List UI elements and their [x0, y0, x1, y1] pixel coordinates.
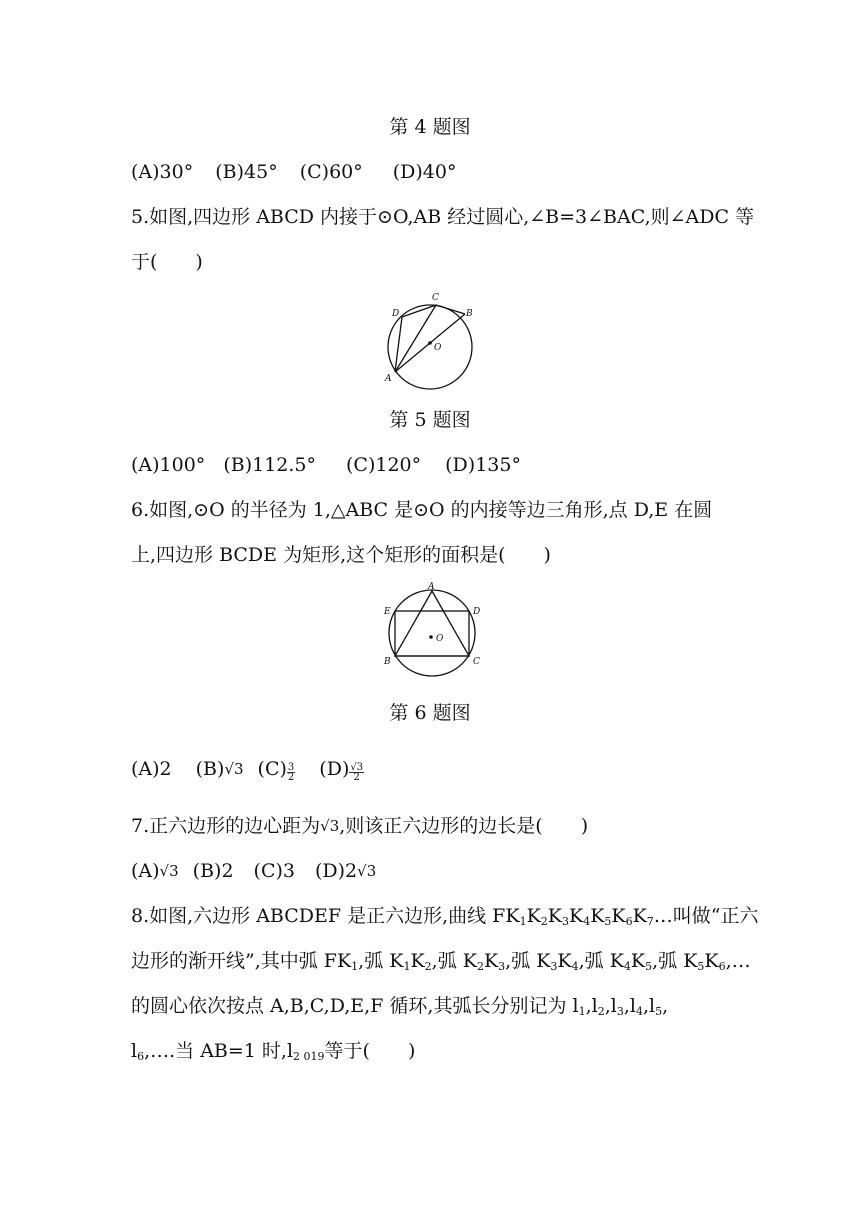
q7-stem: 7.正六边形的边心距为√3,则该正六边形的边长是( ) — [131, 815, 589, 837]
q6-label-d: D — [473, 607, 481, 617]
q5-stem-line2: 于( ) — [131, 251, 203, 273]
q7-option-b: (B)2 — [192, 860, 234, 882]
q6-option-d: (D) $\frac{√3}{2}$ — [319, 758, 364, 783]
q7-option-a: (A)√3 — [131, 860, 179, 882]
q8-stem-line3: 的圆心依次按点 A,B,C,D,E,F 循环,其弧长分别记为 $l_1,l_2,l_3,l_4,l_5$, — [131, 995, 669, 1018]
q6-option-b: (B)√3 — [195, 758, 244, 780]
q5-option-b: (B)112.5° — [223, 454, 316, 476]
q7-options — [131, 860, 750, 882]
q4-option-a: (A)30° — [131, 161, 194, 183]
q6-stem-line2: 上,四边形 BCDE 为矩形,这个矩形的面积是( ) — [131, 544, 551, 566]
q6-label-a: A — [428, 582, 435, 592]
q6-figure — [380, 582, 490, 684]
q4-option-d: (D)40° — [392, 161, 457, 183]
q6-label-b: B — [384, 657, 391, 667]
q6-rectangle-bcde — [395, 611, 469, 656]
q6-caption: 第 6 题图 — [389, 702, 471, 724]
q6-label-c: C — [473, 657, 480, 667]
q5-circle — [388, 305, 472, 389]
q5-options — [131, 454, 750, 476]
q6-label-o: O — [436, 634, 444, 644]
q6-circle — [389, 590, 475, 676]
q4-option-c: (C)60° — [299, 161, 363, 183]
q5-segment-cb — [436, 305, 465, 314]
q7-option-c: (C)3 — [253, 860, 295, 882]
q4-options — [131, 161, 750, 183]
q6-stem-line1: 6.如图,⊙O 的半径为 1,△ABC 是⊙O 的内接等边三角形,点 D,E 在圆 — [131, 499, 713, 521]
q5-segment-ac — [395, 305, 436, 372]
q5-figure — [378, 290, 488, 390]
q5-segment-ad — [395, 317, 402, 372]
q8-stem-line4: $l_6,\dots$.当 AB=1 时$,l_{2 019}$等于( ) — [131, 1040, 416, 1063]
q4-caption: 第 4 题图 — [389, 116, 471, 138]
q5-option-c: (C)120° — [346, 454, 422, 476]
q5-option-a: (A)100° — [131, 454, 206, 476]
q5-caption: 第 5 题图 — [389, 409, 471, 431]
q5-label-o: O — [434, 343, 442, 353]
q5-label-c: C — [432, 293, 439, 303]
q8-stem-line2: 边形的渐开线”,其中弧 $FK_1$,弧 $K_1K_2$,弧 $K_2K_3$,弧 $K_3K_4$,弧 $K_4K_5$,弧 $K_5K_6,\dots$ — [131, 950, 751, 973]
q5-stem-line1: 5.如图,四边形 ABCD 内接于⊙O,AB 经过圆心,∠B=3∠BAC,则∠ADC 等 — [131, 206, 755, 228]
q5-option-d: (D)135° — [445, 454, 521, 476]
q6-triangle-abc — [395, 591, 469, 656]
q6-option-c: (C) $\frac{3}{2}$ — [257, 758, 295, 783]
q5-label-b: B — [466, 309, 473, 319]
q8-stem-line1: 8.如图,六边形 ABCDEF 是正六边形,曲线 $FK_1K_2K_3K_4K_5K_6K_7\dots$叫做“正六 — [131, 905, 759, 928]
q4-option-b: (B)45° — [215, 161, 278, 183]
q6-center-dot — [429, 635, 433, 639]
q5-label-d: D — [392, 309, 400, 319]
q7-option-d: (D)2√3 — [315, 860, 377, 882]
q5-center-dot — [428, 341, 432, 345]
q5-label-a: A — [385, 374, 392, 384]
q6-option-a: (A)2 — [131, 758, 172, 780]
q6-options — [131, 758, 750, 782]
q6-label-e: E — [384, 607, 391, 617]
